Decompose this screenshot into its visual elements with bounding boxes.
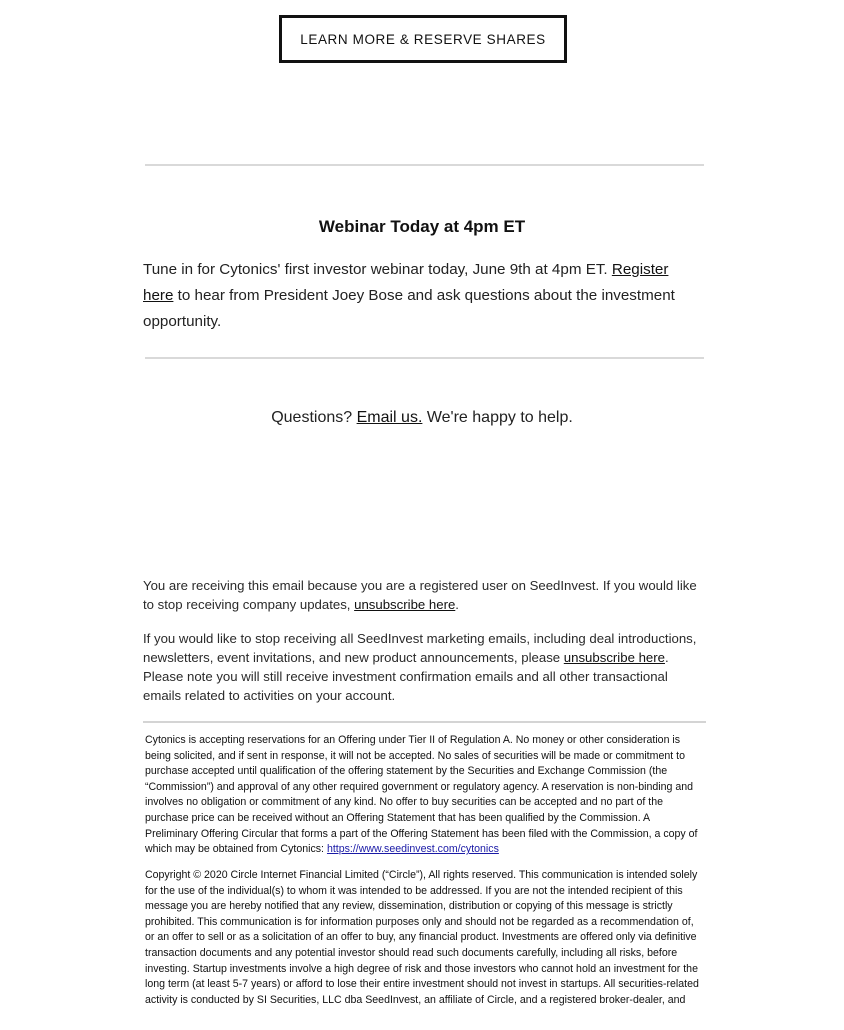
unsubscribe-marketing-link[interactable]: unsubscribe here [563,650,665,665]
divider [145,164,704,166]
offering-disclaimer-text: Cytonics is accepting reservations for an Offering under Tier II of Regulation A. No money or other consideration is being solicited, and if sent in response, it will not be accepted. No sales of securities will be made or commitment to purchase accepted until qualification of the offering statement by the Securities and Exchange Commission (the “Commission”) and approval of any other required government or regulatory agency. A reservation is non-binding and involves no obligation or commitment of any kind. No offer to buy securities can be accepted and no part of the purchase price can be received without an Offering Statement that has been qualified by the Commission. A Preliminary Offering Circular that forms a part of the Offering Statement has been filed with the Commission, a copy of which may be obtained from Cytonics: [145,734,698,856]
offering-disclaimer [145,733,705,858]
seedinvest-cytonics-link[interactable]: https://www.seedinvest.com/cytonics [326,843,499,856]
register-here-link[interactable]: Register here [143,261,669,304]
webinar-description [143,257,703,335]
email-us-link[interactable]: Email us. [356,409,423,426]
learn-more-reserve-shares-button[interactable]: LEARN MORE & RESERVE SHARES [279,15,567,63]
marketing-notice-text: If you would like to stop receiving all SeedInvest marketing emails, including deal introductions, newsletters, event invitations, and new product announcements, please [143,631,697,665]
webinar-heading: Webinar Today at 4pm ET [318,217,526,236]
marketing-emails-notice [143,629,703,705]
webinar-text-before: Tune in for Cytonics' first investor webinar today, June 9th at 4pm ET. [143,261,612,278]
company-updates-notice [143,576,703,614]
company-notice-text: You are receiving this email because you are a registered user on SeedInvest. If you would like to stop receiving company updates, [143,578,697,612]
divider [145,357,704,359]
questions-suffix: We're happy to help. [422,409,573,426]
unsubscribe-company-updates-link[interactable]: unsubscribe here [354,597,456,612]
copyright-disclaimer: Copyright © 2020 Circle Internet Financial Limited (“Circle”), All rights reserved. This communication is intended solely for the use of the individual(s) to whom it was intended to be addressed. If you are not the intended recipient of this message you are hereby notified that any review, dissemination, distribution or copying of this message is strictly prohibited. This communication is for information purposes only and should not be regarded as a recommendation of, or an offer to sell or as a solicitation of an offer to buy, any financial product. Investments are offered only via definitive transaction documents and any potential investor should read such documents carefully, including all risks, before investing. Startup investments involve a high degree of risk and those investors who cannot hold an investment for the long term (at least 5-7 years) or afford to lose their entire investment should not invest in startups. All securities-related activity is conducted by SI Securities, LLC dba SeedInvest, an affiliate of Circle, and a registered broker-dealer, and [145,869,699,1006]
questions-prefix: Questions? [271,409,357,426]
divider [143,721,706,723]
questions-line [0,409,844,427]
marketing-notice-end: . Please note you will still receive investment confirmation emails and all other transactional emails related to activities on your account. [143,650,669,703]
company-notice-end: . [455,597,459,612]
webinar-text-after: to hear from President Joey Bose and ask questions about the investment opportunity. [143,287,675,330]
